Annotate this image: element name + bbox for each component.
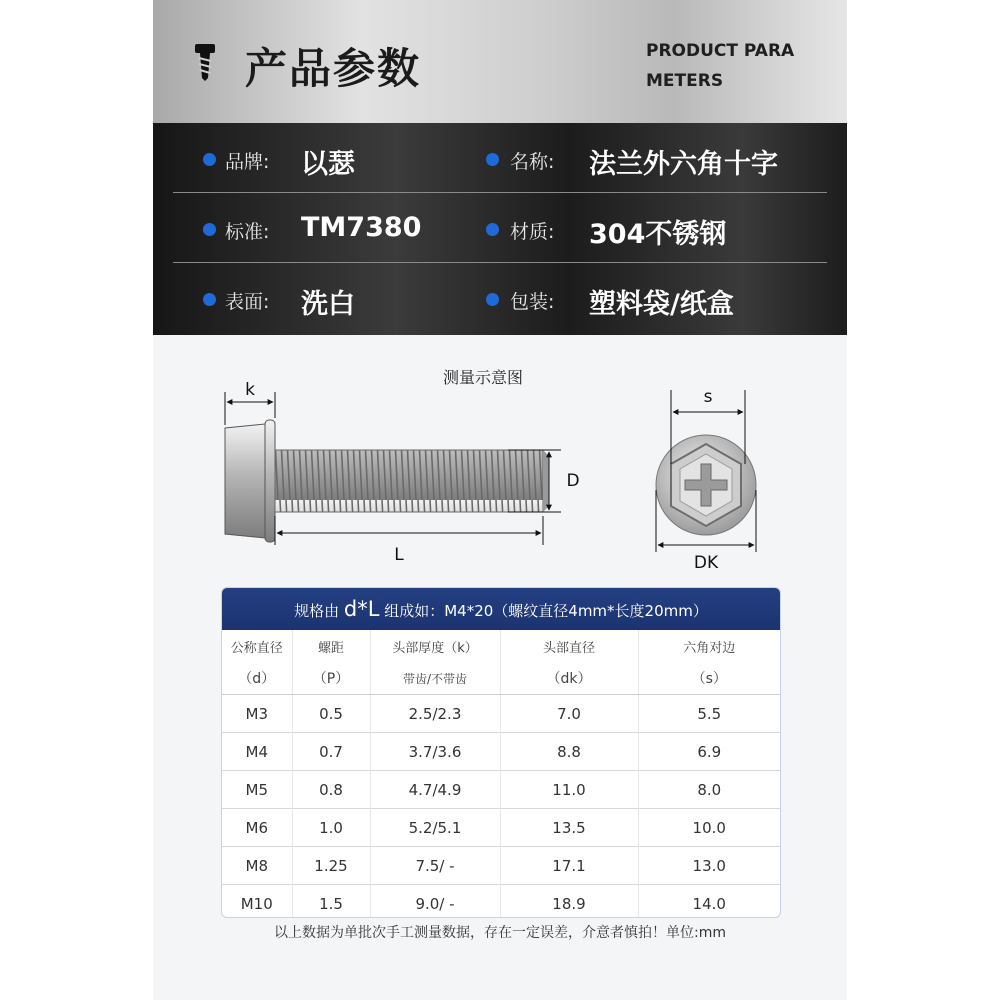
title-en-line1: PRODUCT PARA <box>646 41 795 61</box>
spec-row <box>153 123 847 193</box>
spec-label: 表面: <box>225 291 270 313</box>
column-header: 六角对边 <box>683 640 736 656</box>
spec-item-standard <box>153 193 483 263</box>
table-cell: 0.8 <box>292 771 370 809</box>
dimension-label-s: s <box>703 387 713 407</box>
column-header: 螺距 <box>292 630 370 662</box>
page-title-english <box>646 36 826 96</box>
table-row <box>222 847 780 885</box>
table-cell: 2.5/2.3 <box>370 695 500 733</box>
spec-item-material <box>483 193 847 263</box>
table-header-dl: d*L <box>343 597 380 621</box>
table-cell: 18.9 <box>500 885 638 919</box>
table-row <box>222 771 780 809</box>
table-cell: 7.0 <box>500 695 638 733</box>
table-cell: 8.8 <box>500 733 638 771</box>
spec-value: 304不锈钢 <box>589 219 727 250</box>
bullet-icon <box>203 293 216 306</box>
spec-value: 洗白 <box>301 289 355 320</box>
table-cell: M6 <box>222 809 292 847</box>
table-cell: 1.5 <box>292 885 370 919</box>
table-cell: M10 <box>222 885 292 919</box>
table-cell: 4.7/4.9 <box>370 771 500 809</box>
spec-row <box>153 263 847 333</box>
table-cell: 5.5 <box>638 695 780 733</box>
table-row <box>222 733 780 771</box>
table-cell: M5 <box>222 771 292 809</box>
column-header: 公称直径 <box>222 630 292 662</box>
footnote: 以上数据为单批次手工测量数据，存在一定误差，介意者慎拍！单位:mm <box>274 925 726 941</box>
table-row <box>222 695 780 733</box>
spec-label: 标准: <box>225 221 270 243</box>
table-cell: 0.7 <box>292 733 370 771</box>
table-cell: 11.0 <box>500 771 638 809</box>
spec-table-card <box>221 587 781 918</box>
bullet-icon <box>486 153 499 166</box>
spec-value: 法兰外六角十字 <box>589 149 778 180</box>
dimension-label-DK: DK <box>693 553 719 573</box>
page-title: 产品参数 <box>245 44 422 93</box>
bullet-icon <box>486 293 499 306</box>
table-cell: 0.5 <box>292 695 370 733</box>
spec-label: 品牌: <box>225 151 270 173</box>
header-banner <box>153 0 847 123</box>
column-subheader: （s） <box>638 662 780 695</box>
table-row <box>222 885 780 919</box>
table-cell: 10.0 <box>638 809 780 847</box>
title-en-line2: METERS <box>646 71 724 91</box>
spec-item-surface <box>153 263 483 333</box>
table-header-suffix: 组成如：M4*20（螺纹直径4mm*长度20mm） <box>379 602 708 620</box>
diagram-title: 测量示意图 <box>442 368 523 387</box>
column-header: 头部厚度（k） <box>370 630 500 662</box>
table-cell: M4 <box>222 733 292 771</box>
bullet-icon <box>203 223 216 236</box>
bullet-icon <box>203 153 216 166</box>
dimension-label-L: L <box>394 545 404 565</box>
table-cell: 5.2/5.1 <box>370 809 500 847</box>
spec-value: TM7380 <box>301 212 422 243</box>
spec-item-brand <box>153 123 483 193</box>
table-cell: 6.9 <box>638 733 780 771</box>
table-header-prefix: 规格由 <box>294 602 344 620</box>
table-cell: 8.0 <box>638 771 780 809</box>
bullet-icon <box>486 223 499 236</box>
column-subheader: （dk） <box>500 662 638 695</box>
table-cell: 1.0 <box>292 809 370 847</box>
table-cell: 13.0 <box>638 847 780 885</box>
table-row <box>222 809 780 847</box>
table-header-row <box>222 662 780 695</box>
bolt-side-view <box>225 420 549 542</box>
table-cell: 14.0 <box>638 885 780 919</box>
spec-label: 名称: <box>510 151 555 173</box>
table-cell: M3 <box>222 695 292 733</box>
table-cell: 1.25 <box>292 847 370 885</box>
column-subheader: 带齿/不带齿 <box>370 662 500 695</box>
column-subheader: （P） <box>292 662 370 695</box>
spec-row <box>153 193 847 263</box>
column-subheader: （d） <box>222 662 292 695</box>
spec-item-packaging <box>483 263 847 333</box>
dimension-label-D: D <box>566 471 580 491</box>
spec-value: 以瑟 <box>301 149 355 180</box>
table-cell: 17.1 <box>500 847 638 885</box>
measurement-diagram <box>153 340 847 580</box>
table-cell: 7.5/ - <box>370 847 500 885</box>
product-parameter-panel <box>153 0 847 1000</box>
spec-block <box>153 123 847 335</box>
spec-value: 塑料袋/纸盒 <box>589 289 734 320</box>
column-header: 头部直径 <box>500 630 638 662</box>
table-header-row <box>222 630 780 662</box>
spec-item-name <box>483 123 847 193</box>
table-cell: M8 <box>222 847 292 885</box>
table-cell: 13.5 <box>500 809 638 847</box>
table-header-banner <box>222 588 780 630</box>
screw-icon <box>193 42 217 82</box>
spec-label: 包装: <box>510 291 555 313</box>
table-cell: 3.7/3.6 <box>370 733 500 771</box>
dimension-label-k: k <box>245 380 255 400</box>
size-table <box>222 630 780 918</box>
spec-label: 材质: <box>510 221 555 243</box>
table-cell: 9.0/ - <box>370 885 500 919</box>
